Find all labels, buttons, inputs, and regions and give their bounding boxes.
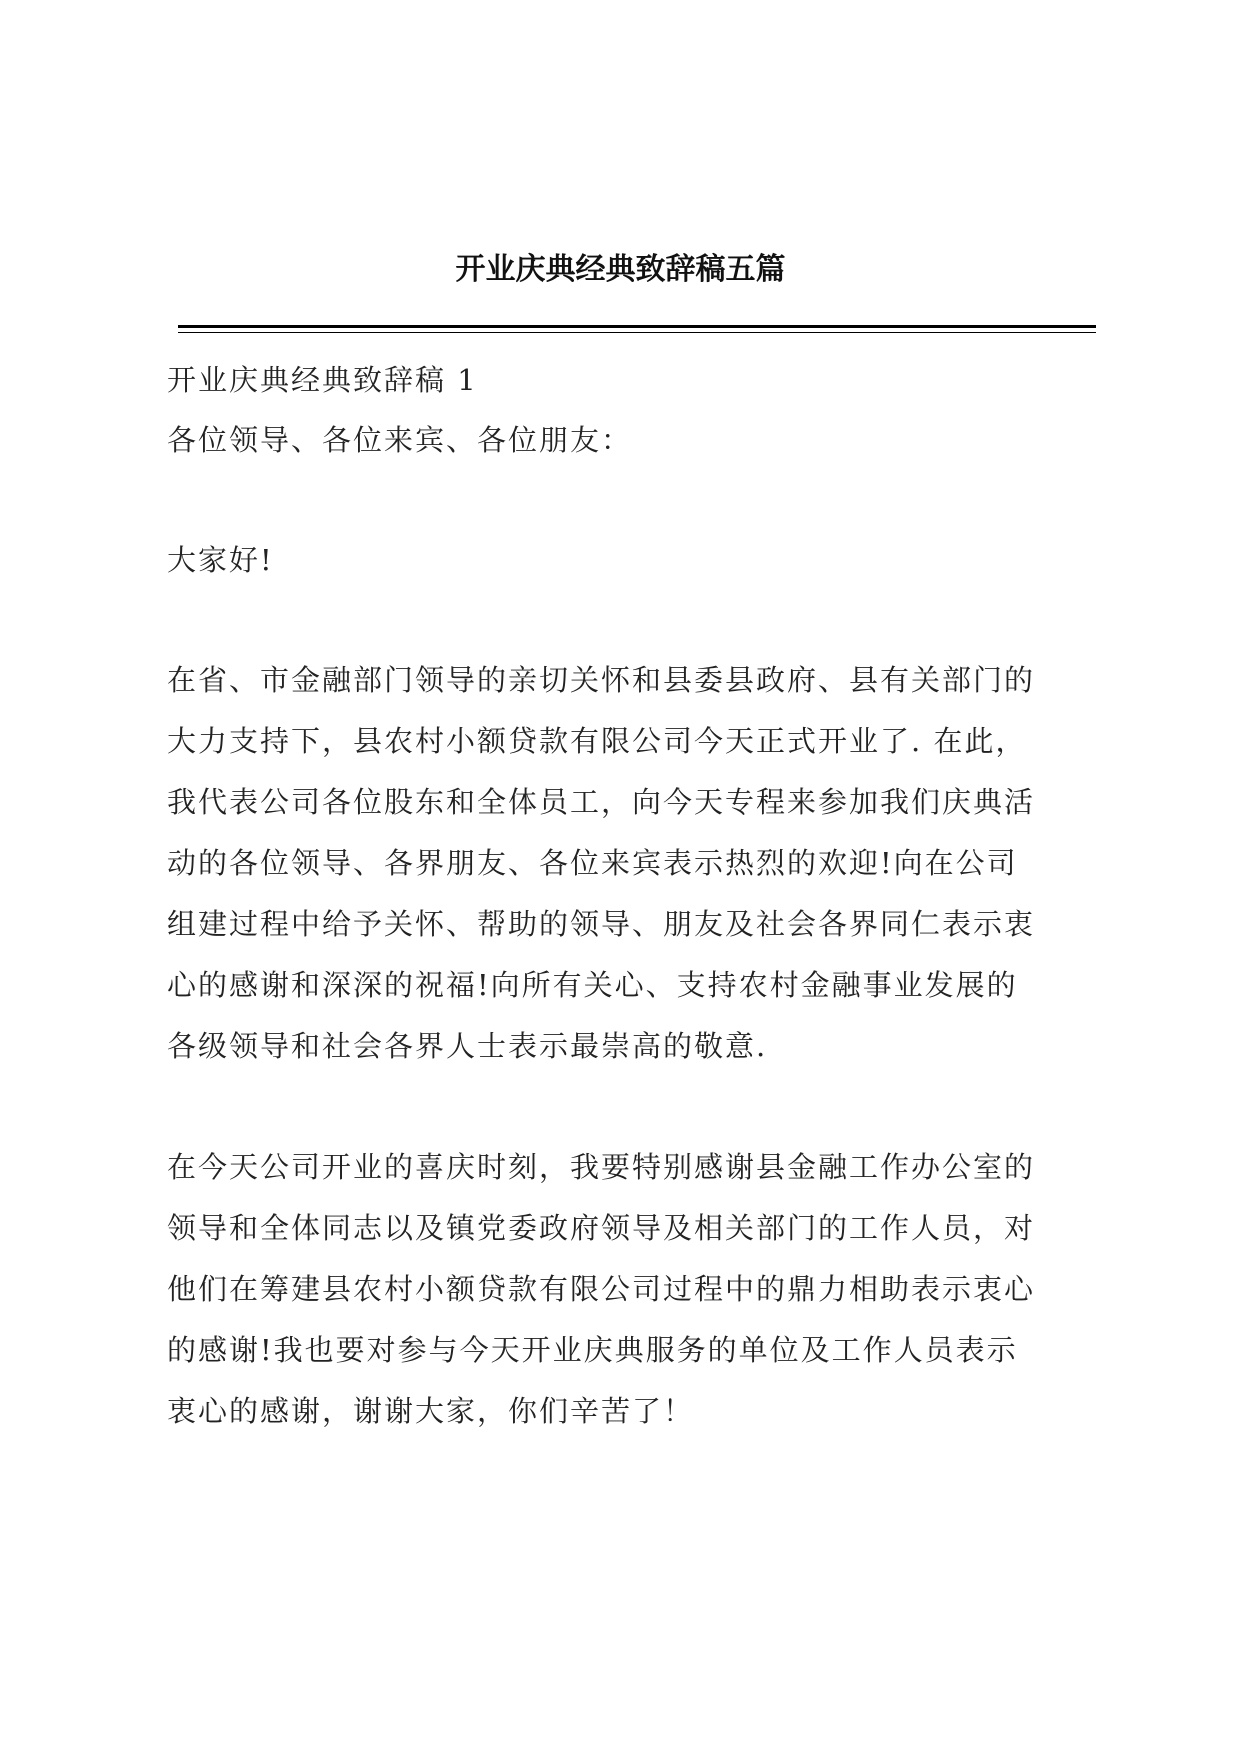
- title-rule-thick: [178, 325, 1096, 328]
- paragraph-line: 心的感谢和深深的祝福!向所有关心、支持农村金融事业发展的: [167, 968, 1018, 1002]
- spacer: [167, 470, 1102, 530]
- document-body: [167, 350, 1102, 1442]
- paragraph-2: [167, 1137, 1102, 1442]
- document-title: 开业庆典经典致辞稿五篇: [455, 252, 786, 287]
- paragraph-line: 大力支持下，县农村小额贷款有限公司今天正式开业了. 在此，: [167, 724, 1027, 758]
- paragraph-line: 在今天公司开业的喜庆时刻，我要特别感谢县金融工作办公室的: [167, 1150, 1036, 1184]
- paragraph-line: 动的各位领导、各界朋友、各位来宾表示热烈的欢迎!向在公司: [167, 846, 1018, 880]
- paragraph-line: 组建过程中给予关怀、帮助的领导、朋友及社会各界同仁表示衷: [167, 907, 1036, 941]
- section-heading: 开业庆典经典致辞稿 1: [167, 363, 478, 397]
- paragraph-1: [167, 650, 1102, 1077]
- paragraph-line: 领导和全体同志以及镇党委政府领导及相关部门的工作人员，对: [167, 1211, 1036, 1245]
- paragraph-line: 在省、市金融部门领导的亲切关怀和县委县政府、县有关部门的: [167, 663, 1036, 697]
- paragraph-line: 各级领导和社会各界人士表示最崇高的敬意.: [167, 1029, 768, 1063]
- paragraph-line: 的感谢!我也要对参与今天开业庆典服务的单位及工作人员表示: [167, 1333, 1018, 1367]
- greeting: 大家好!: [167, 543, 274, 577]
- spacer: [167, 590, 1102, 650]
- spacer: [167, 1077, 1102, 1137]
- paragraph-line: 我代表公司各位股东和全体员工，向今天专程来参加我们庆典活: [167, 785, 1036, 819]
- paragraph-line: 衷心的感谢，谢谢大家，你们辛苦了！: [167, 1394, 695, 1428]
- paragraph-line: 他们在筹建县农村小额贷款有限公司过程中的鼎力相助表示衷心: [167, 1272, 1036, 1306]
- title-rule-thin: [178, 332, 1096, 333]
- salutation: 各位领导、各位来宾、各位朋友：: [167, 423, 633, 457]
